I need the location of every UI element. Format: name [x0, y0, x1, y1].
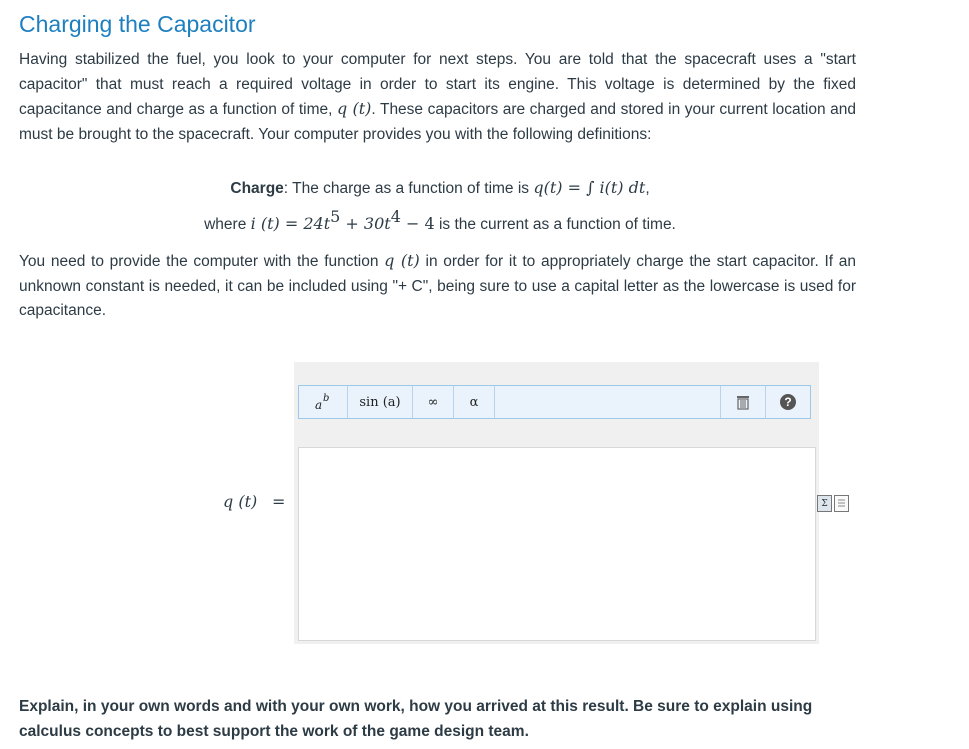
help-button[interactable]: [766, 386, 810, 418]
charge-end: ,: [645, 180, 650, 197]
instructions-text-a: You need to provide the computer with the function: [19, 253, 385, 270]
intro-text-end: . These capacitors are charged and stored in your current location and must be brought to the spacecraft. Your computer provides you with the following definitions:: [19, 101, 857, 143]
charge-formula: q(t) = ∫ i(t) dt: [533, 178, 646, 197]
alpha-button[interactable]: α: [454, 386, 495, 418]
superscript-icon: [311, 392, 335, 412]
current-lhs: i (t) = 24t: [250, 214, 331, 233]
equals-sign: =: [272, 492, 286, 511]
clear-button[interactable]: [721, 386, 766, 418]
help-icon: ?: [780, 394, 796, 410]
current-mid: + 30t: [340, 214, 391, 233]
document-icon: [836, 497, 847, 510]
superscript-button[interactable]: [299, 386, 348, 418]
current-definition: [0, 207, 880, 234]
infinity-button[interactable]: ∞: [413, 386, 454, 418]
current-rhs: − 4: [400, 214, 435, 233]
charge-definition: [0, 178, 880, 198]
instructions-paragraph: [19, 249, 856, 324]
where-text: where: [204, 216, 251, 233]
formula-editor-icon[interactable]: Σ: [817, 495, 832, 512]
page-title: Charging the Capacitor: [19, 11, 256, 37]
editor-toolbar: [298, 385, 811, 419]
toolbar-spacer: [495, 386, 721, 418]
current-end: is the current as a function of time.: [434, 216, 676, 233]
text-mode-icon[interactable]: [834, 495, 849, 512]
intro-text: Having stabilized the fuel, you look to your computer for next steps. You are told that the spacecraft uses a "start capacitor" that must reach a required voltage in order to start its engine. This voltage is determined by the fixed capacitance and charge as a function of time,: [19, 51, 856, 118]
math-editor: [294, 362, 819, 644]
editor-side-icons: [817, 495, 849, 512]
answer-label: q (t): [223, 492, 258, 511]
trash-icon: [735, 394, 751, 410]
instructions-text-b: in order for it to appropriately charge the start capacitor. If an unknown constant is needed, it can be included using "+ C", being sure to use a capital letter as the lowercase is used for capacitance.: [19, 253, 856, 319]
svg-text:b: b: [323, 393, 330, 404]
explain-prompt: Explain, in your own words and with your own work, how you arrived at this result. Be sure to explain using calculus concepts to best support the work of the game design team.: [19, 698, 813, 740]
answer-input[interactable]: [298, 447, 816, 641]
current-exp2: 4: [390, 207, 401, 226]
charge-term: Charge: [230, 180, 284, 197]
charge-text: : The charge as a function of time is: [283, 180, 534, 197]
intro-paragraph: [19, 48, 856, 147]
sin-button[interactable]: sin (a): [348, 386, 413, 418]
intro-math: q (t): [336, 99, 372, 118]
svg-text:a: a: [315, 398, 323, 412]
instructions-math: q (t): [384, 251, 420, 270]
current-exp1: 5: [330, 207, 341, 226]
